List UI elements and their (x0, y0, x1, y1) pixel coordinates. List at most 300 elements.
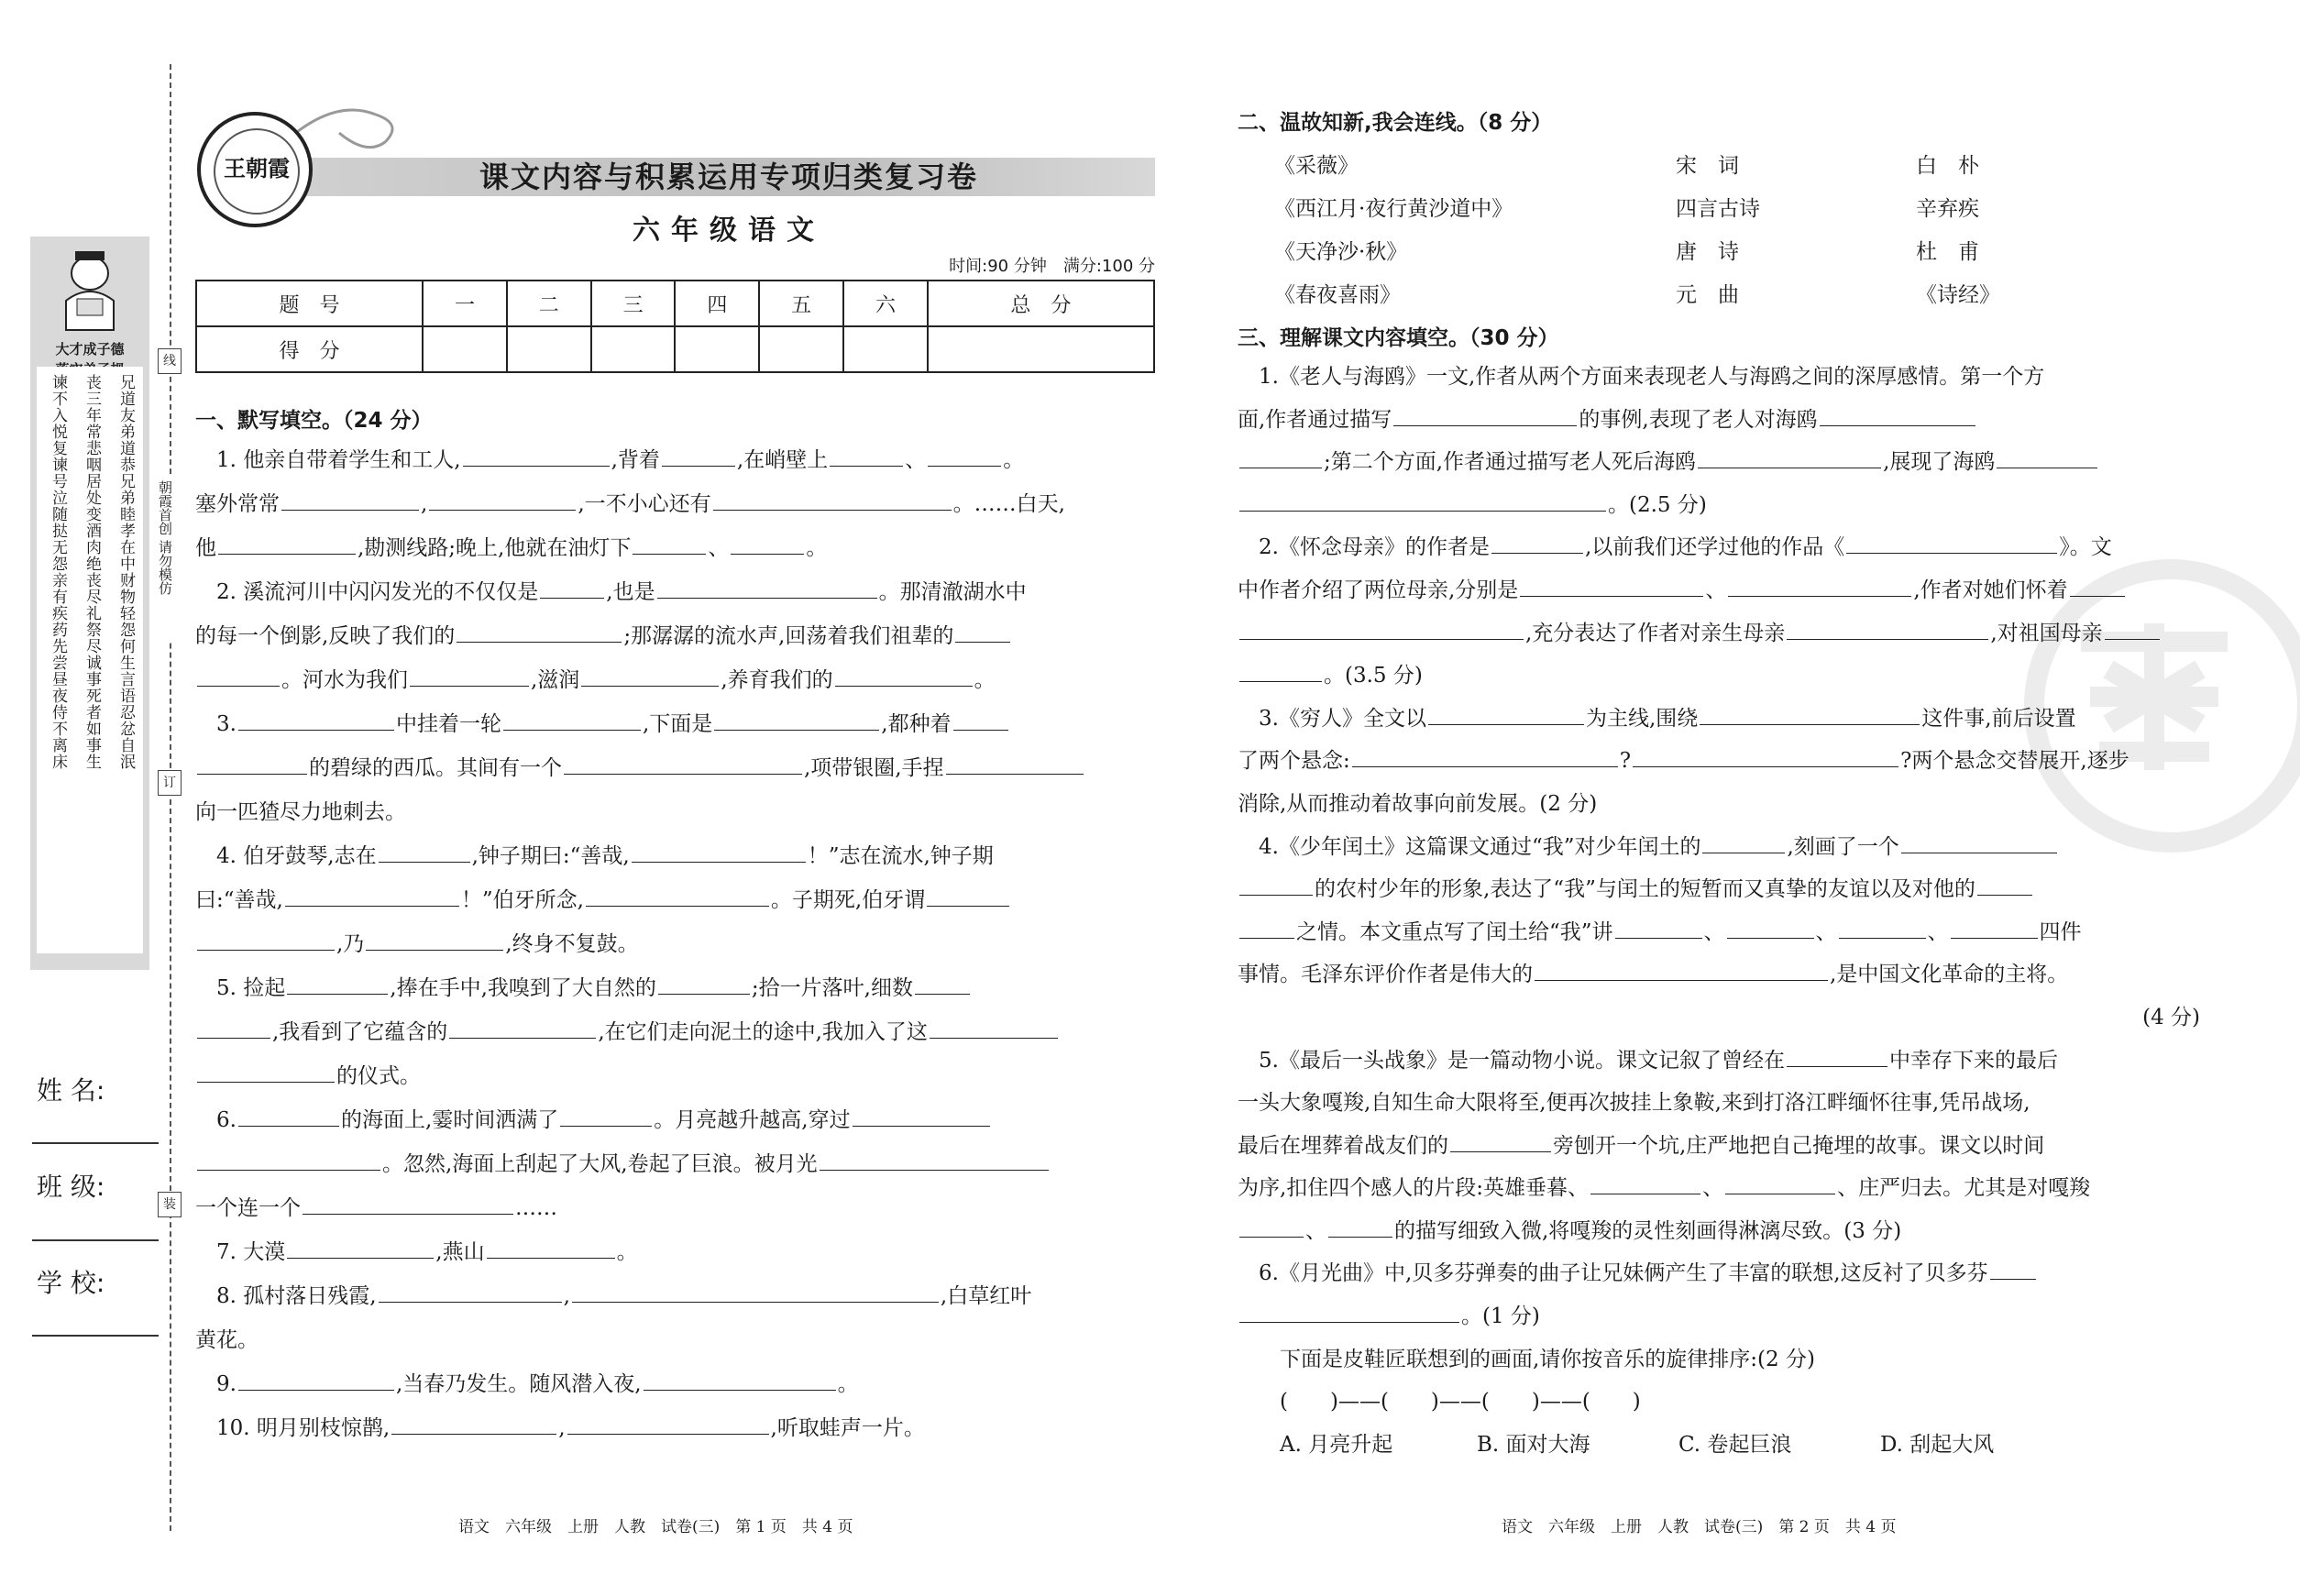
text: 。 (1003, 448, 1025, 472)
section-3-heading: 三、理解课文内容填空。（30 分） (1238, 326, 1559, 350)
q7-line (195, 1230, 1158, 1274)
blank[interactable] (713, 491, 952, 511)
text: 。(3.5 分) (1324, 664, 1423, 688)
text: ,是中国文化革命的主将。 (1830, 963, 2069, 987)
blank[interactable] (644, 1371, 836, 1391)
blank[interactable] (1725, 1175, 1835, 1194)
text: ,燕山 (435, 1240, 485, 1264)
text: 4. 伯牙鼓琴,志在 (216, 844, 377, 868)
blank[interactable] (633, 535, 706, 555)
text: 面,作者通过描写 (1238, 407, 1392, 432)
cut-mark-xian: 线 (158, 348, 182, 374)
blank[interactable] (197, 1151, 380, 1171)
blank[interactable] (1491, 534, 1583, 554)
text: 他 (195, 536, 216, 560)
r-q5-line-2 (1238, 1082, 2200, 1125)
text: ,展现了海鸥 (1883, 450, 1996, 475)
q3-line-2 (195, 746, 1158, 790)
blank[interactable] (379, 843, 470, 863)
text: 为序,扣住四个感人的片段:英雄垂暮、 (1238, 1176, 1590, 1201)
text: 、 (1705, 578, 1727, 602)
text: ,终身不复鼓。 (505, 932, 639, 956)
blank[interactable] (1239, 621, 1524, 640)
score-cell: 题 号 (196, 281, 423, 326)
match-work-item[interactable]: 《西江月·夜行黄沙道中》 (1274, 197, 1513, 221)
text: 事情。毛泽东评价作者是伟大的 (1238, 963, 1533, 987)
r-q5-line-5 (1238, 1210, 2200, 1253)
q4-line-2 (195, 878, 1158, 922)
text: ,作者对她们怀着 (1913, 578, 2068, 602)
option-b: B. 面对大海 (1477, 1432, 1590, 1457)
blank[interactable] (1450, 1133, 1551, 1152)
blank[interactable] (429, 491, 576, 511)
match-type-item[interactable]: 宋 词 (1676, 154, 1739, 178)
q1-line-2 (195, 482, 1158, 526)
blank[interactable] (391, 1415, 556, 1435)
blank[interactable] (1727, 919, 1814, 939)
blank[interactable] (1702, 834, 1785, 853)
text: 塞外常常 (195, 492, 280, 516)
blank[interactable] (927, 887, 1009, 907)
match-author-item[interactable]: 白 朴 (1916, 154, 1979, 178)
score-row-label: 得 分 (196, 326, 423, 372)
score-cell: 一 (423, 281, 507, 326)
blank[interactable] (540, 579, 604, 599)
blank[interactable] (830, 447, 903, 467)
text: 3. (216, 712, 237, 736)
blank[interactable] (1239, 1218, 1304, 1238)
text: 。 (837, 1372, 859, 1396)
blank[interactable] (1239, 876, 1313, 896)
text: ,白草红叶 (940, 1284, 1032, 1308)
blank[interactable] (285, 887, 459, 907)
score-cell: 六 (843, 281, 928, 326)
blank[interactable] (379, 1283, 562, 1303)
r-q2-line-4 (1238, 655, 2200, 698)
text: 向一匹猹尽力地刺去。 (195, 800, 406, 824)
r-q5-line-1 (1238, 1040, 2200, 1083)
blank[interactable] (853, 1107, 990, 1127)
blank[interactable] (1787, 621, 1988, 640)
time-info: 时间:90 分钟 满分:100 分 (949, 257, 1155, 276)
text: 5. 捡起 (216, 976, 286, 1000)
match-work-item[interactable]: 《天净沙·秋》 (1274, 240, 1408, 264)
text: 1.《老人与海鸥》一文,作者从两个方面来表现老人与海鸥之间的深厚感情。第一个方 (1259, 365, 2045, 389)
match-work-item[interactable]: 《春夜喜雨》 (1274, 283, 1401, 307)
blank[interactable] (1615, 919, 1702, 939)
right-footer: 语文 六年级 上册 人教 试卷(三) 第 2 页 共 4 页 (1502, 1518, 1897, 1536)
text: 8. 孤村落日残霞, (216, 1284, 377, 1308)
q5-line-2 (195, 1010, 1158, 1054)
text: 2.《怀念母亲》的作者是 (1259, 535, 1490, 560)
text: 之情。本文重点写了闰土给“我”讲 (1296, 919, 1613, 944)
text: 的海面上,霎时间洒满了 (340, 1108, 559, 1132)
text: 旁刨开一个坑,庄严地把自己掩埋的故事。课文以时间 (1553, 1133, 2045, 1158)
blank[interactable] (662, 447, 735, 467)
order-input[interactable]: ( )——( )——( )——( ) (1280, 1390, 1641, 1414)
text: ,养育我们的 (721, 668, 833, 692)
text: ,对祖国母亲 (1990, 621, 2103, 645)
text: 。 (806, 536, 828, 560)
text: ;拾一片落叶,细数 (751, 976, 913, 1000)
blank[interactable] (1239, 663, 1322, 682)
text: ,在峭壁上 (736, 448, 829, 472)
match-author-item[interactable]: 杜 甫 (1916, 240, 1979, 264)
blank[interactable] (657, 579, 877, 599)
name-field[interactable] (32, 1142, 159, 1144)
text: ;第二个方面,作者通过描写老人死后海鸥 (1324, 450, 1697, 475)
blank[interactable] (1239, 492, 1606, 512)
blank[interactable] (1633, 748, 1898, 767)
cut-line (170, 64, 171, 1531)
text: ,都种着 (881, 712, 952, 736)
text: 曰:“善哉, (195, 888, 283, 912)
text: 9. (216, 1372, 237, 1396)
match-authors (1916, 145, 2099, 317)
text: ,滋润 (531, 668, 580, 692)
school-field[interactable] (32, 1335, 159, 1337)
q8-line-2 (195, 1318, 1158, 1362)
r-q4-line-1 (1238, 826, 2200, 869)
score-input[interactable] (507, 326, 591, 372)
text: 。忽然,海面上刮起了大风,卷起了巨浪。被月光 (382, 1152, 818, 1176)
text: ;那潺潺的流水声,回荡着我们祖辈的 (623, 624, 954, 648)
blank[interactable] (1839, 919, 1926, 939)
blank[interactable] (238, 711, 394, 731)
blank[interactable] (197, 667, 280, 687)
score-input[interactable] (675, 326, 759, 372)
q10-line (195, 1406, 1158, 1450)
text: 。月亮越升越高,穿过 (654, 1108, 851, 1132)
verse-column-3: 谏不入悦复谏号泣随挞无怨亲有疾药先尝昼夜侍不离床 (49, 374, 67, 770)
r-q1-line-2 (1238, 399, 2200, 442)
r-q4-score (1238, 996, 2200, 1040)
text: 为主线,围绕 (1585, 706, 1699, 731)
blank[interactable] (1590, 1175, 1700, 1194)
text: , (563, 1284, 570, 1308)
blank[interactable] (820, 1151, 1049, 1171)
r-q6-line-1 (1238, 1252, 2200, 1295)
text: 。 (974, 668, 996, 692)
r-q1-line-4 (1238, 484, 2200, 527)
text: ,充分表达了作者对亲生母亲 (1525, 621, 1786, 645)
blank[interactable] (1700, 706, 1920, 725)
blank[interactable] (1698, 449, 1881, 468)
logo-text: 王朝霞 (214, 128, 300, 215)
score-table (195, 280, 1155, 373)
blank[interactable] (714, 711, 879, 731)
text: 最后在埋葬着战友们的 (1238, 1133, 1448, 1158)
blank[interactable] (572, 1283, 939, 1303)
blank[interactable] (197, 931, 335, 951)
r-q6-line-2 (1238, 1295, 2200, 1338)
blank[interactable] (658, 975, 750, 995)
score-header-row (196, 281, 1154, 326)
text: 、 (905, 448, 927, 472)
cut-mark-zhuang: 装 (158, 1192, 182, 1217)
text: ,下面是 (642, 712, 713, 736)
q6-line-2 (195, 1142, 1158, 1186)
blank[interactable] (449, 1019, 596, 1039)
cut-mark-ding: 订 (158, 770, 182, 796)
blank[interactable] (503, 711, 641, 731)
blank[interactable] (410, 667, 529, 687)
text: ,以前我们还学过他的作品《 (1584, 535, 1845, 560)
text: 。……白天, (952, 492, 1065, 516)
text: 四件 (2039, 919, 2082, 944)
text: ,乃 (336, 932, 365, 956)
blank[interactable] (953, 711, 1008, 731)
text: 、庄严归去。尤其是对嘎羧 (1837, 1176, 2091, 1201)
q6-line-1 (195, 1098, 1158, 1142)
match-type-item[interactable]: 元 曲 (1676, 283, 1739, 307)
text: ? (1619, 749, 1632, 774)
blank[interactable] (2105, 621, 2160, 640)
q4-line-3 (195, 922, 1158, 966)
text: 消除,从而推动着故事向前发展。(2 分) (1238, 791, 1598, 816)
text: 4.《少年闰土》这篇课文通过“我”对少年闰土的 (1259, 834, 1701, 859)
text: 了两个悬念: (1238, 749, 1350, 774)
score-cell: 三 (591, 281, 676, 326)
text: 2. 溪流河川中闪闪发光的不仅仅是 (216, 580, 539, 604)
q1-line-3: 他 ,勘测线路;晚上,他就在油灯下 、 。 (195, 536, 828, 560)
text: ?两个悬念交替展开,逐步 (1900, 749, 2129, 774)
score-input[interactable] (423, 326, 507, 372)
blank[interactable] (457, 623, 622, 643)
text: 中幸存下来的最后 (1888, 1048, 2058, 1073)
r-q3-line-3 (1238, 783, 2200, 826)
text: ,项带银圈,手捏 (804, 756, 944, 780)
text: 。(2.5 分) (1608, 492, 1707, 517)
text: ！”伯牙所念, (460, 888, 584, 912)
q2-line-3 (195, 658, 1158, 702)
text: 这件事,前后设置 (1921, 706, 2076, 731)
blank[interactable] (1352, 748, 1618, 767)
text: 。那清澈湖水中 (878, 580, 1027, 604)
blank[interactable] (238, 1107, 339, 1127)
r-q2-line-3 (1238, 612, 2200, 655)
text: 的农村少年的形象,表达了“我”与闰土的短暂而又真挚的友谊以及对他的 (1315, 877, 1975, 902)
blank[interactable] (1520, 578, 1703, 597)
verse-column-1: 兄道友弟道恭兄弟睦孝在中财物轻怨何生言语忍忿自泯 (116, 374, 135, 770)
text: 中挂着一轮 (395, 712, 501, 736)
text: ,捧在手中,我嗅到了大自然的 (390, 976, 656, 1000)
q2-line-1 (195, 570, 1158, 614)
blank[interactable] (955, 623, 1010, 643)
blank[interactable] (1393, 407, 1577, 426)
name-label: 姓 名: (37, 1075, 105, 1106)
score-cell: 五 (759, 281, 843, 326)
match-works (1274, 145, 1623, 317)
dizigui-verses (37, 367, 143, 953)
text: 、 (1815, 919, 1837, 944)
r-q1-line-1 (1238, 356, 2200, 399)
blank[interactable] (1977, 876, 2032, 896)
q2-line-2 (195, 614, 1158, 658)
option-d: D. 刮起大风 (1880, 1432, 1995, 1457)
text: 的描写细致入微,将嘎羧的灵性刻画得淋漓尽致。(3 分) (1394, 1218, 1902, 1243)
text: 。河水为我们 (281, 668, 408, 692)
blank[interactable] (238, 1371, 394, 1391)
cut-note: 朝霞首创 请勿模仿 (156, 477, 175, 640)
text: 7. 大漠 (216, 1240, 286, 1264)
text: 10. 明月别枝惊鹊, (216, 1416, 391, 1440)
blank[interactable] (1239, 449, 1322, 468)
blank[interactable] (366, 931, 503, 951)
r-q1-line-3 (1238, 441, 2200, 484)
option-a: A. 月亮升起 (1280, 1432, 1393, 1457)
blank[interactable] (1239, 1304, 1459, 1323)
blank[interactable] (303, 1195, 513, 1215)
text: ,也是 (606, 580, 655, 604)
blank[interactable] (560, 1107, 652, 1127)
text: ,勘测线路;晚上,他就在油灯下 (358, 536, 632, 560)
r-q4-line-4 (1238, 953, 2200, 996)
score-value-row (196, 326, 1154, 372)
text: 。子期死,伯牙谓 (770, 888, 926, 912)
score-input[interactable] (759, 326, 843, 372)
blank[interactable] (197, 755, 307, 775)
text: ,刻画了一个 (1787, 834, 1899, 859)
blank[interactable] (1951, 919, 2038, 939)
text: ,听取蛙声一片。 (770, 1416, 925, 1440)
verse-column-2: 丧三年常悲咽居处变酒肉绝丧尽礼祭尽诚事死者如事生 (83, 374, 101, 770)
page-title: 课文内容与积累运用专项归类复习卷 (479, 160, 978, 194)
blank[interactable] (197, 1063, 335, 1083)
text: ,一不小心还有 (578, 492, 711, 516)
q3-line-1 (195, 702, 1158, 746)
blank[interactable] (2070, 578, 2125, 597)
score-input[interactable] (928, 326, 1154, 372)
option-c: C. 卷起巨浪 (1678, 1432, 1792, 1457)
text: 3.《穷人》全文以 (1259, 706, 1426, 731)
match-type-item[interactable]: 四言古诗 (1676, 197, 1760, 221)
q4-line-1 (195, 834, 1158, 878)
school-label: 学 校: (37, 1268, 105, 1298)
score-input[interactable] (591, 326, 676, 372)
blank[interactable] (915, 975, 970, 995)
text: …… (515, 1196, 557, 1220)
text: 中作者介绍了两位母亲,分别是 (1238, 578, 1519, 602)
blank[interactable] (287, 975, 388, 995)
r-q4-line-3 (1238, 911, 2200, 954)
text: 一头大象嘎羧,自知生命大限将至,便再次披挂上象鞍,来到打洛江畔缅怀往事,凭吊战场, (1238, 1091, 2030, 1116)
blank[interactable] (1428, 706, 1584, 725)
text: 的仪式。 (336, 1064, 421, 1088)
blank[interactable] (1787, 1048, 1887, 1067)
blank[interactable] (586, 887, 769, 907)
q5-line-1 (195, 966, 1158, 1010)
class-field[interactable] (32, 1239, 159, 1241)
text: 、 (1703, 919, 1725, 944)
blank[interactable] (930, 1019, 1058, 1039)
brand-logo (197, 112, 313, 227)
q5-line-3 (195, 1054, 1158, 1098)
blank[interactable] (1990, 1260, 2036, 1280)
right-questions (1238, 356, 2200, 1466)
blank[interactable] (281, 491, 419, 511)
text: 、 (1305, 1218, 1326, 1243)
left-footer: 语文 六年级 上册 人教 试卷(三) 第 1 页 共 4 页 (458, 1518, 853, 1536)
blank[interactable] (564, 755, 802, 775)
q6-line-3 (195, 1186, 1158, 1230)
blank[interactable] (1728, 578, 1911, 597)
blank[interactable] (1820, 407, 1975, 426)
text: 5.《最后一头战象》是一篇动物小说。课文记叙了曾经在 (1259, 1048, 1785, 1073)
match-types (1676, 145, 1859, 317)
blank[interactable] (731, 535, 804, 555)
text: (4 分) (2142, 1005, 2200, 1029)
blank[interactable] (567, 1415, 769, 1435)
q9-line (195, 1362, 1158, 1406)
text: 。 (616, 1240, 638, 1264)
section-1-heading: 一、默写填空。（24 分） (195, 409, 433, 433)
blank[interactable] (632, 843, 806, 863)
blank[interactable] (928, 447, 1001, 467)
blank[interactable] (197, 1019, 270, 1039)
left-questions (195, 438, 1158, 1450)
blank[interactable] (1846, 534, 2057, 554)
blank[interactable] (581, 667, 719, 687)
page-subtitle: 六年级语文 (633, 215, 825, 247)
r-q6-sub (1238, 1338, 2200, 1381)
text: 的碧绿的西瓜。其间有一个 (309, 756, 562, 780)
match-author-item[interactable]: 《诗经》 (1916, 283, 2000, 307)
match-work-item[interactable]: 《采薇》 (1274, 154, 1359, 178)
q3-line-3 (195, 790, 1158, 834)
q8-line-1 (195, 1274, 1158, 1318)
blank[interactable] (1535, 962, 1828, 981)
text: ,钟子期曰:“善哉, (471, 844, 630, 868)
text: ！”志在流水,钟子期 (807, 844, 994, 868)
blank[interactable] (1328, 1218, 1392, 1238)
blank[interactable] (218, 535, 356, 555)
text: ,背着 (611, 448, 660, 472)
match-author-item[interactable]: 辛弃疾 (1916, 197, 1979, 221)
class-label: 班 级: (37, 1172, 105, 1202)
score-input[interactable] (843, 326, 928, 372)
text: 1. 他亲自带着学生和工人, (216, 448, 461, 472)
text: 一个连一个 (195, 1196, 301, 1220)
text: 6.《月光曲》中,贝多芬弹奏的曲子让兄妹俩产生了丰富的联想,这反衬了贝多芬 (1259, 1261, 1988, 1286)
text: , (421, 492, 428, 516)
text: 、 (1927, 919, 1949, 944)
blank[interactable] (287, 1239, 434, 1259)
blank[interactable] (835, 667, 973, 687)
score-cell: 总 分 (928, 281, 1154, 326)
r-q3-line-2 (1238, 740, 2200, 783)
match-type-item[interactable]: 唐 诗 (1676, 240, 1739, 264)
blank[interactable] (946, 755, 1084, 775)
score-cell: 四 (675, 281, 759, 326)
text: 、 (1702, 1176, 1724, 1201)
text: , (558, 1416, 566, 1440)
text: 的每一个倒影,反映了我们的 (195, 624, 456, 648)
blank[interactable] (1997, 449, 2097, 468)
scholar-illustration (57, 246, 123, 334)
r-q6-options (1238, 1424, 2200, 1467)
blank[interactable] (1239, 919, 1294, 939)
text: 的事例,表现了老人对海鸥 (1579, 407, 1818, 432)
text: ,我看到了它蕴含的 (272, 1020, 448, 1044)
blank[interactable] (463, 447, 610, 467)
blank[interactable] (1901, 834, 2057, 853)
text: ,在它们走向泥土的途中,我加入了这 (598, 1020, 928, 1044)
text: ,当春乃发生。随风潜入夜, (395, 1372, 642, 1396)
r-q3-line-1 (1238, 698, 2200, 741)
r-q6-order (1238, 1381, 2200, 1424)
blank[interactable] (487, 1239, 615, 1259)
